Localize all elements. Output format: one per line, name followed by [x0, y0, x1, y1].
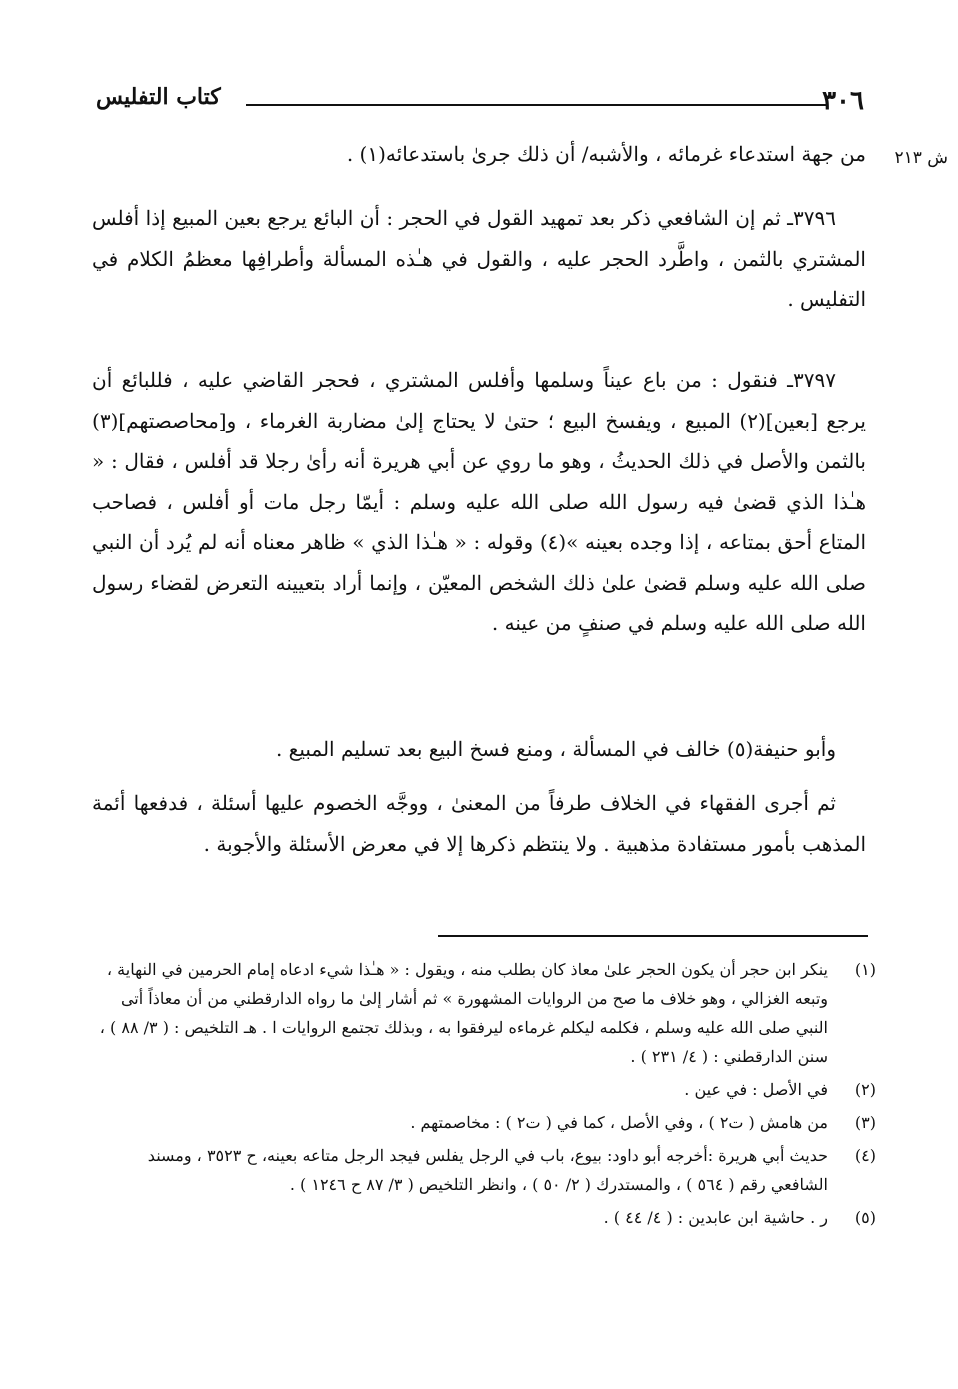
paragraph-continuation: من جهة استدعاء غرمائه ، والأشبه/ أن ذلك جرىٰ باستدعائه(١) .	[346, 142, 866, 166]
footnote-item	[96, 1141, 876, 1199]
page-number: ٣٠٦	[822, 86, 864, 116]
margin-note: ش ٢١٣	[894, 148, 948, 168]
footnote-item	[96, 1075, 876, 1104]
running-title: كتاب التفليس	[96, 84, 221, 110]
footnote-number: (١)	[854, 960, 876, 979]
footnote-text: في الأصل : في عين .	[684, 1080, 828, 1099]
footnotes	[96, 955, 876, 1236]
paragraph-fuqaha: ثم أجرى الفقهاء في الخلاف طرفاً من المعنىٰ ، ووجَّه الخصوم عليها أسئلة ، فدفعها أئمة المذهب بأمور مستفادة مذهبية . ولا ينتظم ذكرها إلا في معرض الأسئلة والأجوبة .	[92, 791, 866, 856]
paragraph-abu-hanifa: وأبو حنيفة(٥) خالف في المسألة ، ومنع فسخ البيع بعد تسليم المبيع .	[275, 737, 836, 761]
footnote-text: حديث أبي هريرة :أخرجه أبو داود: بيوع، باب في الرجل يفلس فيجد الرجل متاعه بعينه، ح ٣٥٢٣ ، ومسند الشافعي رقم ( ٥٦٤ ) ، والمستدرك ( ٢/ ٥٠ ) ، وانظر التلخيص ( ٣/ ٨٧ ح ١٢٤٦ ) .	[147, 1146, 828, 1194]
paragraph-3796: ٣٧٩٦ـ ثم إن الشافعي ذكر بعد تمهيد القول في الحجر : أن البائع يرجع بعين المبيع إذا أفلس المشتري بالثمن ، واطَّرد الحجر عليه ، والقول في هـٰذه المسألة وأطرافِها معظمُ الكلام في التفليس .	[92, 206, 866, 311]
footnote-number: (٣)	[854, 1113, 876, 1132]
footnote-text: من هامش ( ت٢ ) ، وفي الأصل ، كما في ( ت٢ ) : مخاصمتهم .	[410, 1113, 828, 1132]
footnote-separator	[438, 935, 868, 937]
footnote-number: (٤)	[854, 1146, 876, 1165]
footnote-item	[96, 1108, 876, 1137]
footnote-number: (٥)	[854, 1208, 876, 1227]
page-header	[96, 84, 864, 124]
footnote-text: ينكر ابن حجر أن يكون الحجر علىٰ معاذ كان بطلب منه ، ويقول : « هـٰذا شيء ادعاه إمام الحرمين في النهاية ، وتبعه الغزالي ، وهو خلاف ما صح من الروايات المشهورة » ثم أشار إلىٰ ما رواه الدارقطني من أن معاذاً أتى النبي صلى الله عليه وسلم ، فكلمه ليكلم غرماءه ليرفقوا به ، وبذلك تجتمع الروايات ا . هـ التلخيص : ( ٣/ ٨٨ ) ، سنن الدارقطني : ( ٤/ ٢٣١ ) .	[99, 960, 828, 1066]
footnote-text: ر . حاشية ابن عابدين : ( ٤/ ٤٤ ) .	[603, 1208, 828, 1227]
footnote-item	[96, 1203, 876, 1232]
footnote-item	[96, 955, 876, 1071]
paragraph-3797: ٣٧٩٧ـ فنقول : من باع عيناً وسلمها وأفلس المشتري ، فحجر القاضي عليه ، فللبائع أن يرجع [بعين](٢) المبيع ، ويفسخ البيع ؛ حتىٰ لا يحتاج إلىٰ مضاربة الغرماء ، و[محاصصتهم](٣) بالثمن والأصل في ذلك الحديثُ ، وهو ما روي عن أبي هريرة أنه رأىٰ رجلا قد أفلس ، فقال : « هـٰذا الذي قضىٰ فيه رسول الله صلى الله عليه وسلم : أيمّا رجل مات أو أفلس ، فصاحب المتاع أحق بمتاعه ، إذا وجده بعينه »(٤) وقوله : « هـٰذا الذي » ظاهر معناه أنه لم يُرد أن النبي صلى الله عليه وسلم قضىٰ علىٰ ذلك الشخص المعيّن ، وإنما أراد بتعيينه التعرض لقضاء رسول الله صلى الله عليه وسلم في صنفٍ من عينه .	[92, 368, 867, 635]
footnote-number: (٢)	[854, 1080, 876, 1099]
header-rule	[246, 104, 828, 106]
